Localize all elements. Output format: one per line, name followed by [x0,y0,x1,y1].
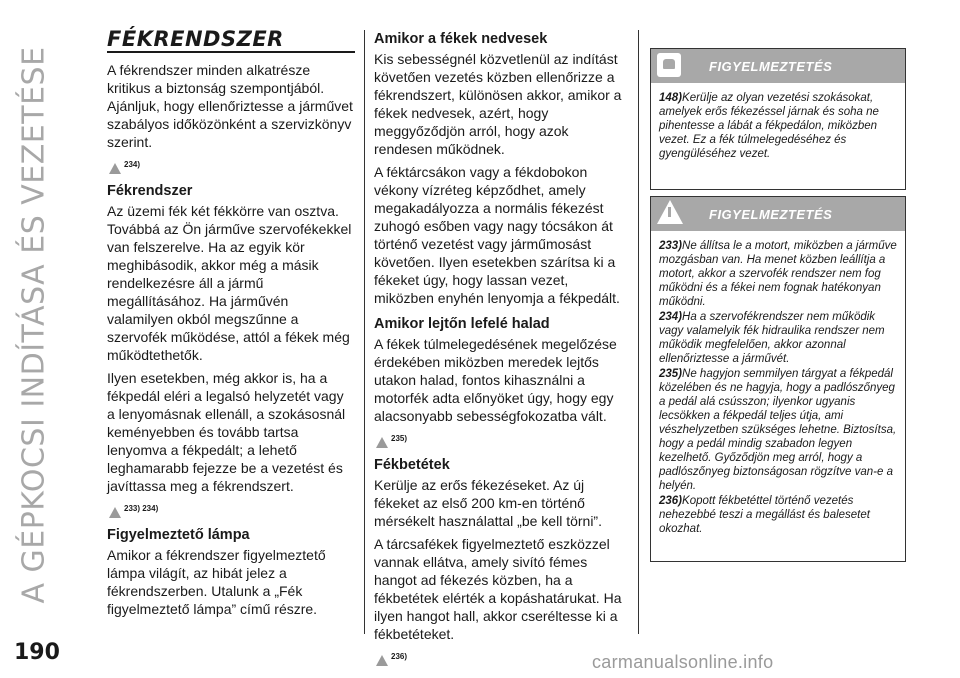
warning-item-number: 235) [659,368,683,380]
column-divider-1 [364,30,365,634]
heading-brake-pads: Fékbetétek [374,457,450,473]
warning-item-number: 233) [659,240,683,252]
warning-header [651,49,905,83]
warning-item-text: Ha a szervofékrendszer nem működik vagy valamelyik fék hidraulika rendszer nem működik megfelelően, akkor azonnal ellenőriztesse a járművét. [659,311,885,365]
reference-marker [109,156,355,174]
warning-item-text: Kopott fékbetéttel történő vezetés nehezebbé teszi a megállást és balesetet okozhat. [659,495,870,535]
warning-triangle-icon [376,437,388,448]
warning-item-text: Ne állítsa le a motort, miközben a járműve mozgásban van. Ha menet közben leállítja a motort, akkor a szervofék rendszer nem fog működni és a fékei nem fognak hatékonyan működni. [659,240,897,308]
warning-item-number: 236) [659,495,683,507]
reference-marker [376,648,628,666]
heading-brake-system: Fékrendszer [107,183,193,199]
warning-body [651,83,905,161]
paragraph: A tárcsafékek figyelmeztető eszközzel vannak ellátva, amely sivító fémes hangot ad fékezés közben, ha a fékbetétek elérték a kopáshatárukat. Ha ilyen hangot hall, akkor cseréltesse ki a fékbetéteket. [374,536,622,642]
footer-watermark-url[interactable]: carmanualsonline.info [592,652,774,672]
intro-paragraph: A fékrendszer minden alkatrésze kritikus a biztonság szempontjából. Ajánljuk, hogy ellenőriztesse a járművet szabályos időközönként a szervizkönyv szerint. [107,62,353,150]
heading-wet-brakes: Amikor a fékek nedvesek [374,31,548,47]
paragraph: A fékek túlmelegedésének megelőzése érdekében miközben meredek lejtős utakon halad, fontos kihasználni a motorfék adta előnyöket úgy, hogy egy alacsonyabb sebességfokozatba vált. [374,336,617,424]
warning-triangle-icon [376,655,388,666]
reference-number: 236) [391,652,408,661]
warning-body [651,231,905,536]
warning-item [659,91,897,161]
reference-marker [109,500,355,518]
paragraph: Kis sebességnél közvetlenül az indítást követően vezetés közben ellenőrizze a fékrendszert, különösen akkor, amikor a fékek nedvesek, azért, hogy meggyőződjön arról, hogy azok rendesen működnek. [374,51,622,157]
warning-box-2 [650,196,906,562]
warning-header [651,197,905,231]
paragraph: Ilyen esetekben, még akkor is, ha a fékpedál eléri a legalsó helyzetét vagy a lenyomásnak ellenáll, a szokásosnál keményebben és tovább tartsa lenyomva a fékpedált; a lehető leghamarabb fejezze be a vezetést és javíttassa meg a fékrendszert. [107,370,346,494]
warning-item-text: Ne hagyjon semmilyen tárgyat a fékpedál közelében és ne hagyja, hogy a padlószőnyeg a pedál alá csússzon; ilyenkor ugyanis lecsökken a fékpedál teljes útja, ami vészhelyzetben szükséges lehetne. Biztosítsa, hogy a pedál mindig szabadon legyen kezelhető. Győződjön meg arról, hogy a padlószőnyeg biztonságosan rögzítve van-e a helyén. [659,368,897,492]
paragraph: A féktárcsákon vagy a fékdobokon vékony vízréteg képződhet, amely megakadályozza a normális fékezést zuhogó esőben vagy nagy tócsákon át történő vezetést vagy járműmosást követően. Ilyen esetekben szárítsa ki a fékeket úgy, hogy lassan vezet, miközben enyhén lenyomja a fékpedált. [374,164,620,306]
chapter-title-text: A GÉPKOCSI INDÍTÁSA ÉS VEZETÉSE [16,46,52,604]
warning-triangle-icon [109,507,121,518]
reference-number: 234) [124,160,141,169]
warning-title: FIGYELMEZTETÉS [709,207,833,222]
warning-item-number: 148) [659,92,683,104]
warning-item [659,239,897,309]
page-number: 190 [14,640,60,665]
paragraph: Az üzemi fék két fékkörre van osztva. Továbbá az Ön járműve szervofékekkel van felszerelve. Ha az egyik kör meghibásodik, akkor még a másik rendelkezésre áll a jármű megállításához. Ha járművén valamilyen okból megszűnne a szervofék működése, attól a fékek még működtethetők. [107,203,352,363]
column-divider-2 [638,30,639,634]
warning-item-number: 234) [659,311,683,323]
section-title: FÉKRENDSZER [107,30,355,53]
reference-number: 233) 234) [124,504,159,513]
warning-item [659,367,897,493]
car-warning-icon [657,53,681,77]
warning-item [659,494,897,536]
warning-item [659,310,897,366]
reference-marker [376,430,628,448]
exclamation-triangle-icon [657,200,683,224]
paragraph: Amikor a fékrendszer figyelmeztető lámpa világít, az hibát jelez a fékrendszerben. Utalunk a „Fék figyelmeztető lámpa” című részre. [107,547,326,617]
heading-warning-lamp: Figyelmeztető lámpa [107,527,250,543]
warning-box-1 [650,48,906,190]
heading-downhill: Amikor lejtőn lefelé halad [374,316,550,332]
paragraph: Kerülje az erős fékezéseket. Az új fékeket az első 200 km-en történő mérsékelt használattal „be kell törni”. [374,477,602,529]
column-2 [374,30,628,672]
warning-item-text: Kerülje az olyan vezetési szokásokat, amelyek erős fékezéssel járnak és soha ne pihentesse a lábát a fékpedálon, miközben vezet. Ez a fék túlmelegedéséhez és gyengüléséhez vezet. [659,92,879,160]
chapter-side-title [4,20,64,630]
warning-triangle-icon [109,163,121,174]
warning-title: FIGYELMEZTETÉS [709,59,833,74]
reference-number: 235) [391,434,408,443]
column-1 [107,27,355,623]
